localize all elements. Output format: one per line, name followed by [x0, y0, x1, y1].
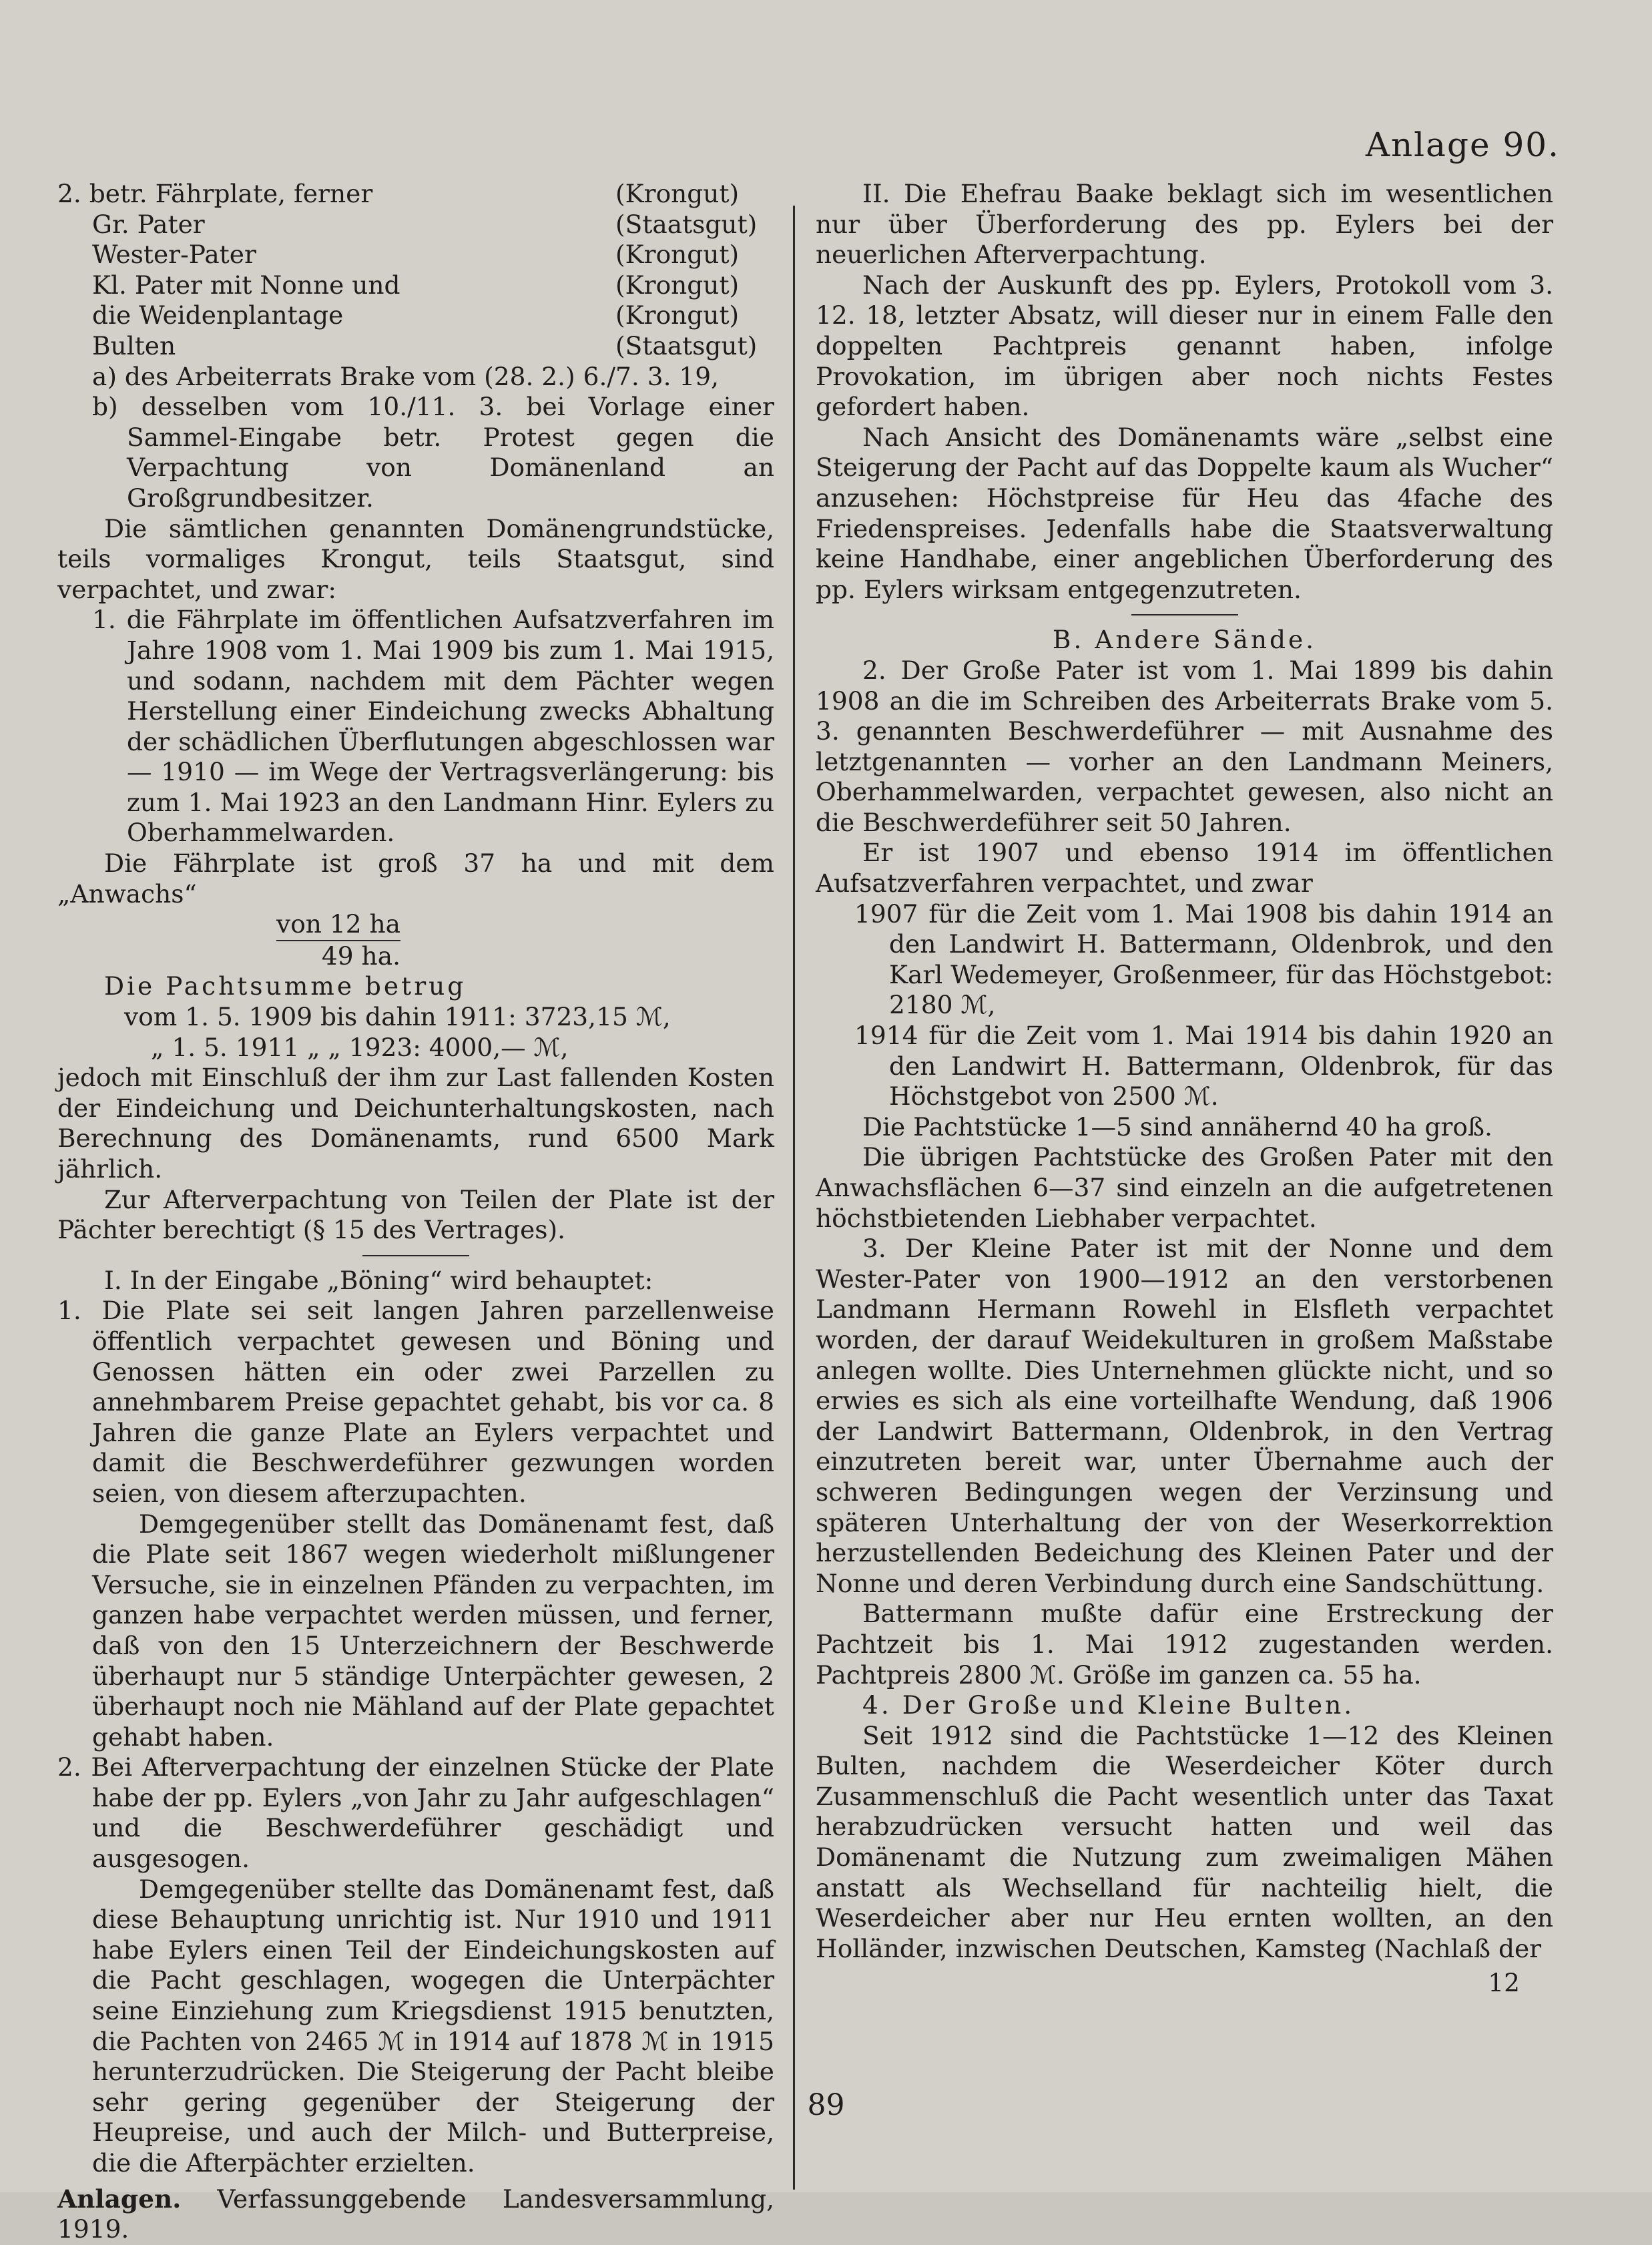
right-column [816, 179, 1553, 2024]
paragraph: 3. Der Kleine Pater ist mit der Nonne und dem Wester-Pater von 1900—1912 an den verstorbenen Landmann Hermann Rowehl in Elsfleth verpachtet worden, der darauf Weidekulturen in großem Maßstabe anlegen wollte. Dies Unternehmen glückte nicht, und so erwies es sich als eine vorteilhafte Wendung, daß 1906 der Landwirt Battermann, Oldenbrok, in den Vertrag einzutreten bereit war, unter Übernahme auch der schweren Bedingungen wegen der Verzinsung und späteren Unterhaltung der von der Weserkorrektion herzustellenden Bedeichung des Kleinen Pater und der Nonne und deren Verbindung durch eine Sandschüttung. [816, 1234, 1553, 1598]
paragraph: Seit 1912 sind die Pachtstücke 1—12 des Kleinen Bulten, nachdem die Weserdeicher Köter durch Zusammenschluß die Pacht wesentlich unter das Taxat herabzudrücken versucht hatten und weil das Domänenamt die Nutzung zum zweimaligen Mähen anstatt als Wechselland für nachteilig hielt, die Weserdeicher aber nur Heu ernten wollten, an den Holländer, inzwischen Deutschen, Kamsteg (Nachlaß der [816, 1720, 1553, 1963]
footer-label: Anlagen. [57, 2184, 182, 2214]
left-column [57, 179, 774, 2245]
rent-line: vom 1. 5. 1909 bis dahin 1911: 3723,15 ℳ, [124, 1002, 671, 1032]
sheet-number: 12 [1488, 1968, 1520, 1998]
rent-line: „ 1. 5. 1911 „ „ 1923: 4000,— ℳ, [151, 1032, 569, 1062]
claim-item: 2. Bei Afterverpachtung der einzelnen Stücke der Plate habe der pp. Eylers „von Jahr zu Jahr aufgeschlagen“ und die Beschwerdeführer geschädigt und ausgesogen. [57, 1752, 774, 1874]
footer-text: Verfassunggebende Landesversammlung, 1919. [57, 2184, 774, 2244]
area-sum [57, 909, 774, 971]
area-addend: von 12 ha [276, 909, 400, 941]
section-rule [362, 1255, 469, 1256]
paragraph: II. Die Ehefrau Baake beklagt sich im wesentlichen nur über Überforderung des pp. Eylers bei der neuerlichen Afterverpachtung. [816, 179, 1553, 270]
list-item-label: Wester-Pater [92, 240, 256, 270]
paragraph: Battermann mußte dafür eine Erstreckung der Pachtzeit bis 1. Mai 1912 zugestanden werden. Pachtpreis 2800 ℳ. Größe im ganzen ca. 55 ha. [816, 1599, 1553, 1690]
paragraph: Die Pachtstücke 1—5 sind annähernd 40 ha groß. [862, 1111, 1492, 1142]
paragraph: Zur Afterverpachtung von Teilen der Plate ist der Pächter berechtigt (§ 15 des Vertrages). [57, 1184, 774, 1245]
list-item-status: (Staatsgut) [615, 209, 758, 239]
list-item-label: Gr. Pater [92, 209, 205, 239]
section-heading: I. In der Eingabe „Böning“ wird behauptet: [104, 1265, 653, 1295]
section-heading: B. Andere Sände. [1052, 625, 1317, 655]
reference-a: a) des Arbeiterrats Brake vom (28. 2.) 6./7. 3. 19, [92, 361, 720, 391]
page-header: Anlage 90. [1365, 126, 1560, 164]
list-item [57, 210, 774, 240]
list-item-status: (Krongut) [615, 240, 740, 270]
section-heading: 4. Der Große und Kleine Bulten. [862, 1690, 1355, 1720]
list-item [57, 270, 774, 301]
list-item-label: Bulten [92, 330, 176, 360]
list-item-status: (Staatsgut) [615, 330, 758, 360]
list-item-status: (Krongut) [615, 270, 740, 300]
paragraph: jedoch mit Einschluß der ihm zur Last fallenden Kosten der Eindeichung und Deichunterhaltungskosten, nach Berechnung des Domänenamts, rund 6500 Mark jährlich. [57, 1063, 774, 1184]
paragraph: Die übrigen Pachtstücke des Großen Pater mit den Anwachsflächen 6—37 sind einzeln an die aufgetretenen höchstbietenden Liebhaber verpachtet. [816, 1142, 1553, 1233]
column-divider [793, 206, 795, 2190]
reply-paragraph: Demgegenüber stellt das Domänenamt fest, daß die Plate seit 1867 wegen wiederholt mißlungener Versuche, sie in einzelnen Pfänden zu verpachten, im ganzen habe verpachtet werden müssen, und ferner, daß von den 15 Unterzeichnern der Beschwerde überhaupt nur 5 ständige Unterpächter gewesen, 2 überhaupt noch nie Mähland auf der Plate gepachtet gehabt haben. [92, 1509, 774, 1752]
reference-b: b) desselben vom 10./11. 3. bei Vorlage einer Sammel-Eingabe betr. Protest gegen die Verpachtung von Domänenland an Großgrundbesitzer. [92, 392, 774, 513]
list-item [57, 331, 774, 362]
paragraph: 2. Der Große Pater ist vom 1. Mai 1899 bis dahin 1908 an die im Schreiben des Arbeiterrats Brake vom 5. 3. genannten Beschwerdeführer — mit Ausnahme des letztgenannten — vorher an den Landmann Meiners, Oberhammelwarden, verpachtet gewesen, also nicht an die Beschwerdeführer seit 50 Jahren. [816, 655, 1553, 837]
lease-item: 1907 für die Zeit vom 1. Mai 1908 bis dahin 1914 an den Landwirt H. Battermann, Oldenbrok, und den Karl Wedemeyer, Großenmeer, für das Höchstgebot: 2180 ℳ, [854, 899, 1553, 1020]
section-rule [1131, 614, 1238, 615]
list-item-status: (Krongut) [615, 179, 740, 208]
footer-line [57, 2184, 774, 2245]
paragraph: Nach der Auskunft des pp. Eylers, Protokoll vom 3. 12. 18, letzter Absatz, will dieser nur in einem Falle den doppelten Pachtpreis genannt haben, infolge Provokation, im übrigen aber noch nichts Festes gefordert haben. [816, 270, 1553, 422]
list-item-label: die Weidenplantage [92, 300, 344, 330]
page-number: 89 [807, 2088, 845, 2122]
list-item [57, 240, 774, 270]
list-item-label: Kl. Pater mit Nonne und [92, 270, 400, 300]
paragraph: Die Pachtsumme betrug [104, 971, 467, 1001]
area-total: 49 ha. [321, 941, 400, 971]
list-item-status: (Krongut) [615, 300, 740, 330]
paragraph: Nach Ansicht des Domänenamts wäre „selbst eine Steigerung der Pacht auf das Doppelte kaum als Wucher“ anzusehen: Höchstpreise für Heu das 4fache des Friedenspreises. Jedenfalls habe die Staatsverwaltung keine Handhabe, einer angeblichen Überforderung des pp. Eylers wirksam entgegenzutreten. [816, 422, 1553, 604]
enumerated-item: 1. die Fährplate im öffentlichen Aufsatzverfahren im Jahre 1908 vom 1. Mai 1909 bis zum 1. Mai 1915, und sodann, nachdem mit dem Pächter wegen Herstellung einer Eindeichung zwecks Abhaltung der schädlichen Überflutungen abgeschlossen war — 1910 — im Wege der Vertragsverlängerung: bis zum 1. Mai 1923 an den Landmann Hinr. Eylers zu Oberhammelwarden. [92, 605, 774, 848]
list-item [57, 300, 774, 331]
paragraph: Die Fährplate ist groß 37 ha und mit dem „Anwachs“ [57, 848, 774, 909]
reply-paragraph: Demgegenüber stellte das Domänenamt fest, daß diese Behauptung unrichtig ist. Nur 1910 und 1911 habe Eylers einen Teil der Eindeichungskosten auf die Pacht geschlagen, wogegen die Unterpächter seine Einziehung zum Kriegsdienst 1915 benutzten, die Pachten von 2465 ℳ in 1914 auf 1878 ℳ in 1915 herunterzudrücken. Die Steigerung der Pacht bleibe sehr gering gegenüber der Steigerung der Heupreise, und auch der Milch- und Butterpreise, die die Afterpächter erzielten. [92, 1874, 774, 2178]
paragraph: Die sämtlichen genannten Domänengrundstücke, teils vormaliges Krongut, teils Staatsgut, sind verpachtet, und zwar: [57, 513, 774, 604]
paragraph: Er ist 1907 und ebenso 1914 im öffentlichen Aufsatzverfahren verpachtet, und zwar [816, 838, 1553, 899]
lease-item: 1914 für die Zeit vom 1. Mai 1914 bis dahin 1920 an den Landwirt H. Battermann, Oldenbrok, für das Höchstgebot von 2500 ℳ. [854, 1021, 1553, 1111]
list-item [57, 179, 774, 210]
list-item-label: 2. betr. Fährplate, ferner [57, 179, 373, 208]
claim-item: 1. Die Plate sei seit langen Jahren parzellenweise öffentlich verpachtet gewesen und Böning und Genossen hätten ein oder zwei Parzellen zu annehmbarem Preise gepachtet gehabt, bis vor ca. 8 Jahren die ganze Plate an Eylers verpachtet und damit die Beschwerdeführer gezwungen worden seien, von diesem afterzupachten. [57, 1296, 774, 1508]
